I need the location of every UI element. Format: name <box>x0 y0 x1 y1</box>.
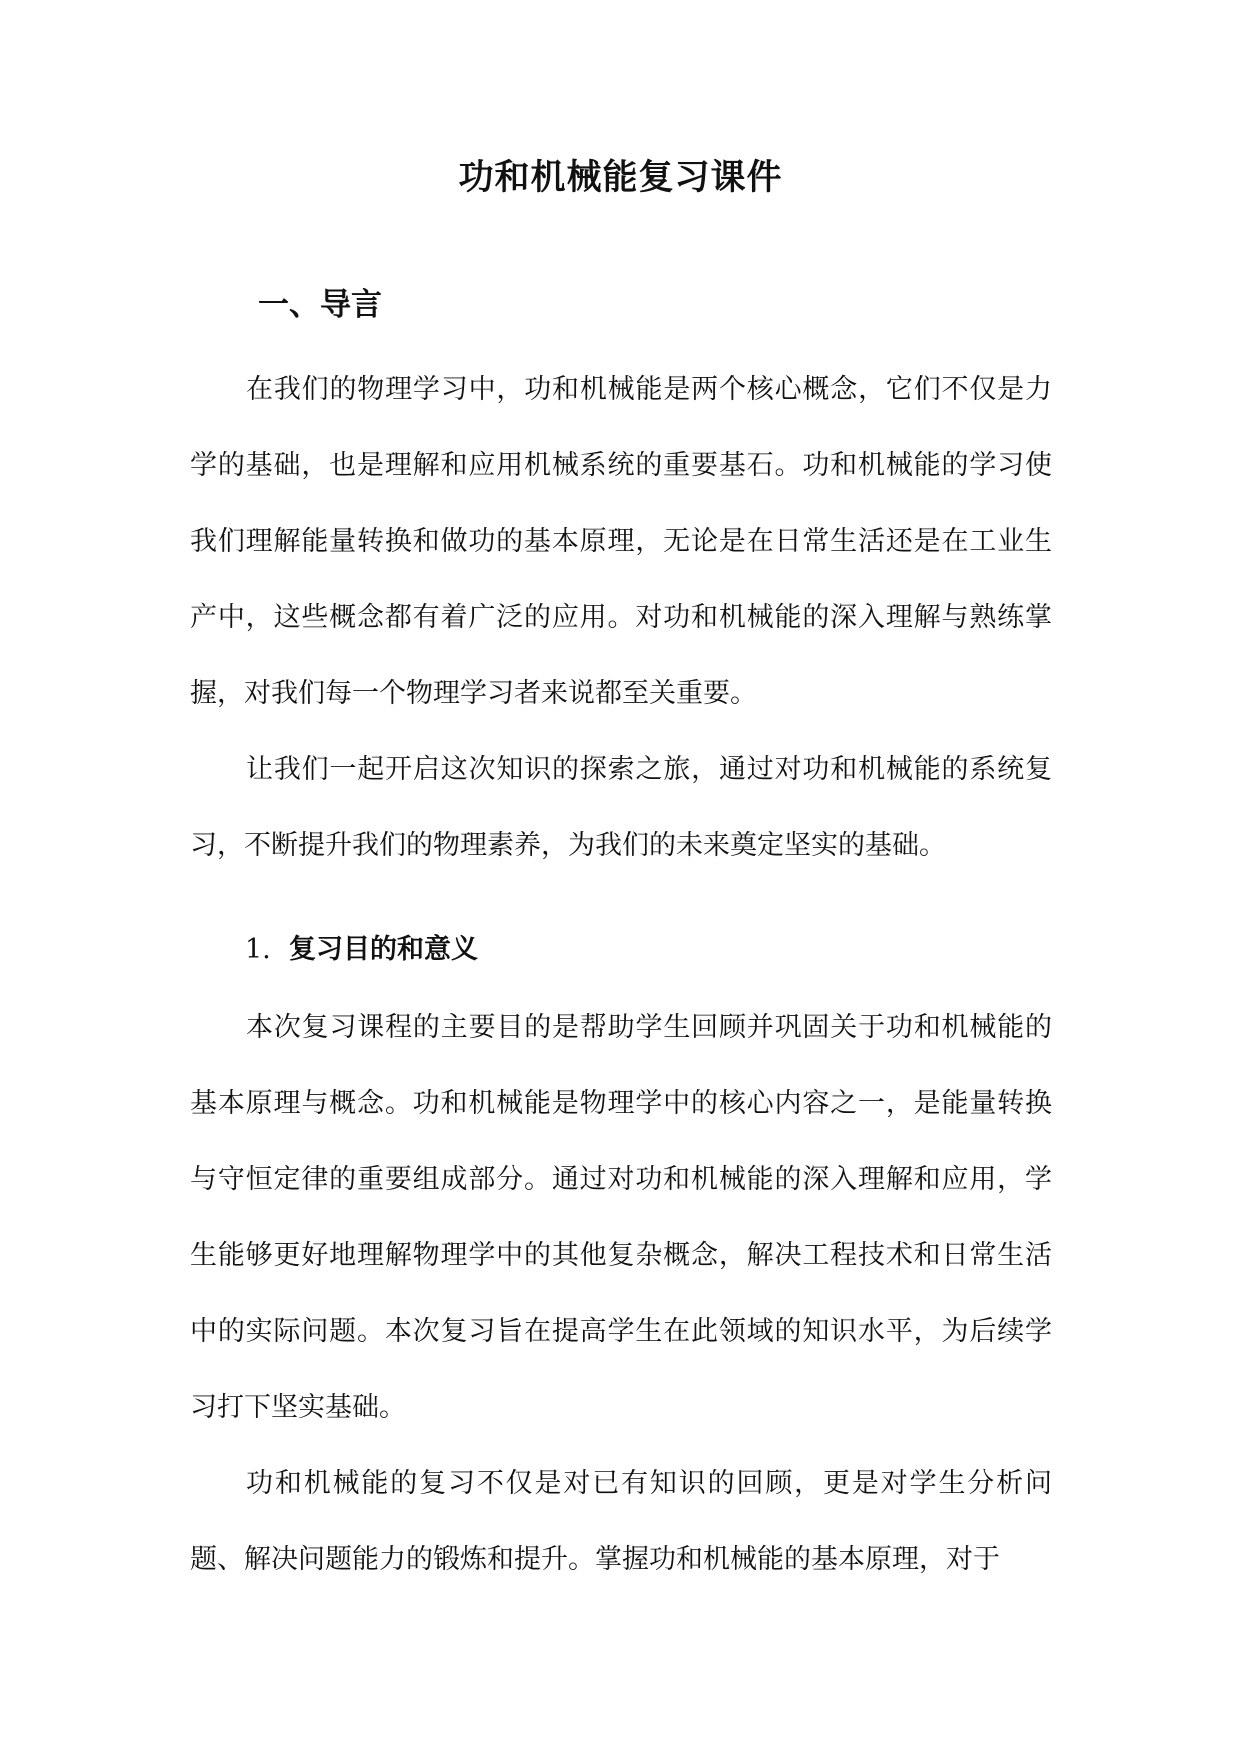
purpose-paragraph-1: 本次复习课程的主要目的是帮助学生回顾并巩固关于功和机械能的基本原理与概念。功和机械能是物理学中的核心内容之一，是能量转换与守恒定律的重要组成部分。通过对功和机械能的深入理解和应用，学生能够更好地理解物理学中的其他复杂概念，解决工程技术和日常生活中的实际问题。本次复习旨在提高学生在此领域的知识水平，为后续学习打下坚实基础。 <box>190 1012 1052 1423</box>
document-title: 功和机械能复习课件 <box>458 158 783 198</box>
subsection-number: 1. <box>245 934 271 965</box>
subsection-title: 复习目的和意义 <box>289 934 478 965</box>
section-heading-introduction: 一、导言 <box>258 287 382 323</box>
intro-paragraph-1: 在我们的物理学习中，功和机械能是两个核心概念，它们不仅是力学的基础，也是理解和应用机械系统的重要基石。功和机械能的学习使我们理解能量转换和做功的基本原理，无论是在日常生活还是在工业生产中，这些概念都有着广泛的应用。对功和机械能的深入理解与熟练掌握，对我们每一个物理学习者来说都至关重要。 <box>190 374 1052 709</box>
intro-paragraph-2: 让我们一起开启这次知识的探索之旅，通过对功和机械能的系统复习，不断提升我们的物理素养，为我们的未来奠定坚实的基础。 <box>190 754 1052 861</box>
subsection-heading-purpose <box>245 928 478 972</box>
purpose-paragraph-2: 功和机械能的复习不仅是对已有知识的回顾，更是对学生分析问题、解决问题能力的锻炼和提升。掌握功和机械能的基本原理，对于 <box>190 1468 1052 1575</box>
